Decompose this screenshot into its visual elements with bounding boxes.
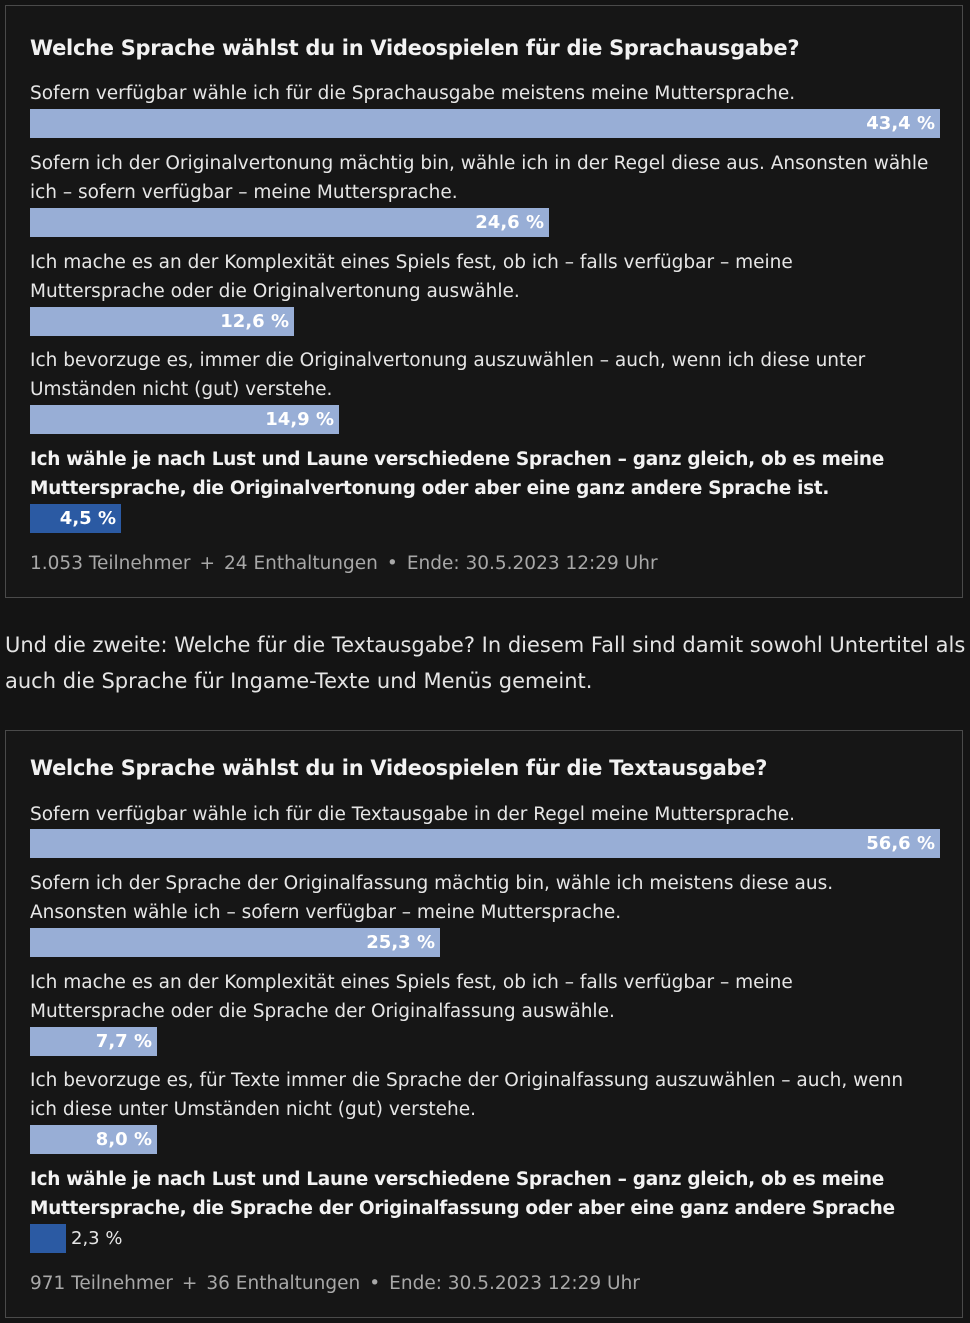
- poll-result-bar: [30, 1125, 157, 1154]
- poll-result-percent: 14,9 %: [265, 409, 334, 430]
- post-paragraph: Und die zweite: Welche für die Textausgabe? In diesem Fall sind damit sowohl Untertitel als auch die Sprache für Ingame-Texte und Menüs gemeint.: [5, 633, 966, 693]
- abstentions-count: 24 Enthaltungen: [224, 553, 378, 574]
- poll-result-percent: 43,4 %: [866, 113, 935, 134]
- poll-result-bar: [30, 307, 294, 336]
- separator: •: [386, 553, 398, 574]
- poll-result-percent: 7,7 %: [95, 1031, 152, 1052]
- poll-title: Welche Sprache wählst du in Videospielen für die Textausgabe?: [30, 756, 768, 780]
- poll-option-label: Sofern ich der Originalvertonung mächtig bin, wähle ich in der Regel diese aus. Ansonsten wähle ich – sofern verfügbar – meine Muttersprache.: [30, 153, 929, 203]
- poll-option-label: Sofern ich der Sprache der Originalfassung mächtig bin, wähle ich meistens diese aus. Ansonsten wähle ich – sofern verfügbar – meine Muttersprache.: [30, 873, 834, 923]
- poll-end-date: Ende: 30.5.2023 12:29 Uhr: [406, 553, 658, 574]
- poll-footer: [30, 553, 658, 574]
- poll-result-bar: [30, 1027, 157, 1056]
- poll-option-label-selected: Ich wähle je nach Lust und Laune verschiedene Sprachen – ganz gleich, ob es meine Muttersprache, die Originalvertonung oder aber eine ganz andere Sprache ist.: [30, 449, 885, 499]
- poll-result-percent: 8,0 %: [95, 1129, 152, 1150]
- separator: +: [199, 553, 216, 574]
- poll-result-bar: [30, 109, 940, 138]
- poll-result-bar: [30, 928, 440, 957]
- poll-text-output: [5, 730, 963, 1318]
- poll-result-bar: [30, 405, 339, 434]
- poll-result-percent: 24,6 %: [475, 212, 544, 233]
- poll-option-label: Ich bevorzuge es, immer die Originalvertonung auszuwählen – auch, wenn ich diese unter Umständen nicht (gut) verstehe.: [30, 350, 866, 400]
- poll-result-percent: 2,3 %: [71, 1228, 123, 1249]
- poll-result-bar-selected: [30, 1224, 123, 1253]
- poll-result-bar: [30, 208, 549, 237]
- poll-result-percent: 4,5 %: [59, 508, 116, 529]
- separator: •: [369, 1273, 381, 1294]
- participants-count: 971 Teilnehmer: [30, 1273, 173, 1294]
- poll-option-label: Sofern verfügbar wähle ich für die Textausgabe in der Regel meine Muttersprache.: [30, 804, 796, 825]
- poll-option-label-selected: Ich wähle je nach Lust und Laune verschiedene Sprachen – ganz gleich, ob es meine Muttersprache, die Sprache der Originalfassung oder aber eine ganz andere Sprache: [30, 1169, 895, 1219]
- poll-title: Welche Sprache wählst du in Videospielen für die Sprachausgabe?: [30, 36, 800, 60]
- poll-end-date: Ende: 30.5.2023 12:29 Uhr: [389, 1273, 640, 1294]
- poll-option-label: Sofern verfügbar wähle ich für die Sprachausgabe meistens meine Muttersprache.: [30, 83, 796, 104]
- poll-result-percent: 56,6 %: [866, 833, 935, 854]
- poll-option-label: Ich mache es an der Komplexität eines Spiels fest, ob ich – falls verfügbar – meine Muttersprache oder die Sprache der Originalfassung auswähle.: [30, 972, 793, 1022]
- poll-speech-output: [5, 5, 963, 598]
- participants-count: 1.053 Teilnehmer: [30, 553, 191, 574]
- poll-option-label: Ich mache es an der Komplexität eines Spiels fest, ob ich – falls verfügbar – meine Muttersprache oder die Originalvertonung auswähle.: [30, 252, 793, 302]
- abstentions-count: 36 Enthaltungen: [206, 1273, 361, 1294]
- poll-option-label: Ich bevorzuge es, für Texte immer die Sprache der Originalfassung auszuwählen – auch, wenn ich diese unter Umständen nicht (gut) verstehe.: [30, 1070, 904, 1120]
- poll-result-bar-selected: [30, 504, 121, 533]
- poll-result-percent: 12,6 %: [220, 311, 289, 332]
- poll-footer: [30, 1273, 640, 1294]
- separator: +: [181, 1273, 198, 1294]
- poll-result-bar: [30, 829, 940, 858]
- poll-result-percent: 25,3 %: [366, 932, 435, 953]
